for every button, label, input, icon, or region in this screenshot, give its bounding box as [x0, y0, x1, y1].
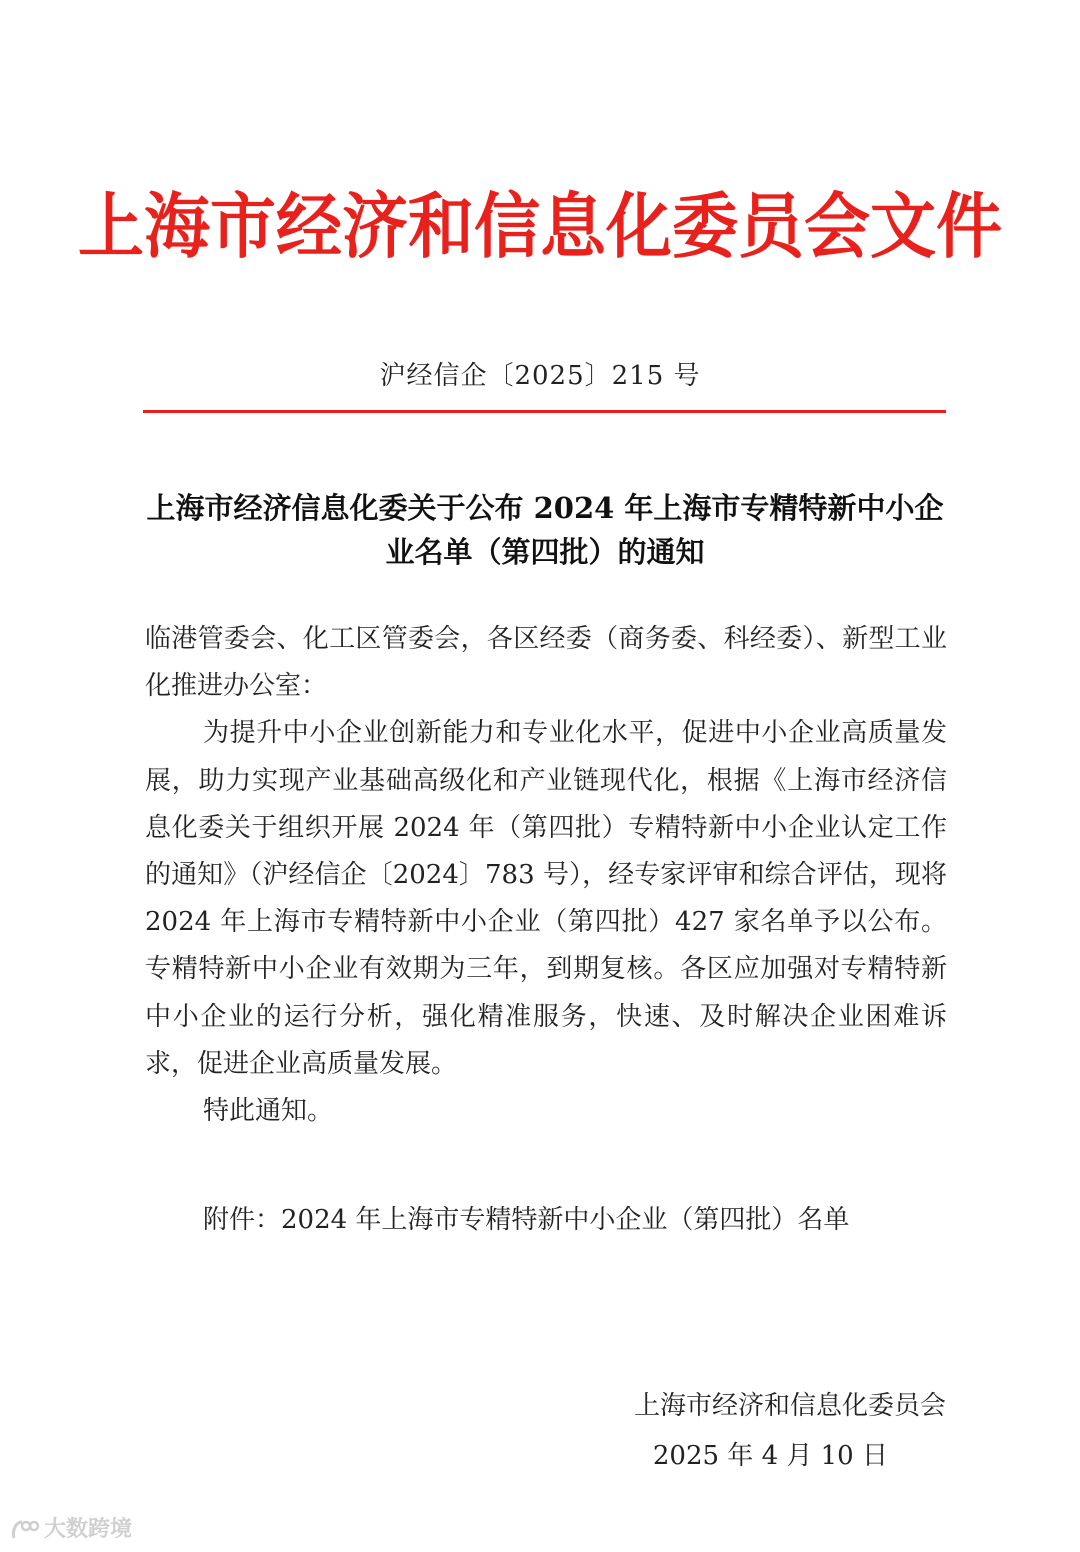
document-number: 沪经信企〔2025〕215 号 [379, 361, 701, 391]
brand-logo-icon [10, 1518, 40, 1542]
watermark [10, 1515, 132, 1545]
red-divider-line [143, 410, 946, 413]
issue-date: 2025 年 4 月 10 日 [652, 1441, 888, 1471]
document-header-title: 上海市经济和信息化委员会文件 [78, 183, 1002, 269]
notice-body [145, 616, 947, 1135]
closing-line: 特此通知。 [203, 1096, 334, 1127]
addressee: 临港管委会、化工区管委会，各区经委（商务委、科经委）、新型工业化推进办公室： [145, 624, 947, 702]
attachment-note: 附件：2024 年上海市专精特新中小企业（第四批）名单 [203, 1205, 850, 1235]
notice-title: 上海市经济信息化委关于公布 2024 年上海市专精特新中小企业名单（第四批）的通知 [146, 491, 944, 569]
issuer-signature: 上海市经济和信息化委员会 [633, 1391, 946, 1421]
main-paragraph: 为提升中小企业创新能力和专业化水平，促进中小企业高质量发展，助力实现产业基础高级化和产业链现代化，根据《上海市经济信息化委关于组织开展 2024 年（第四批）专精特新中小企业认定工作的通知》（沪经信企〔2024〕783 号），经专家评审和综合评估，现将 2024 年上海市专精特新中小企业（第四批）427 家名单予以公布。专精特新中小企业有效期为三年，到期复核。各区应加强对专精特新中小企业的运行分析，强化精准服务，快速、及时解决企业困难诉求，促进企业高质量发展。 [145, 718, 947, 1079]
watermark-text: 大数跨境 [44, 1517, 133, 1542]
